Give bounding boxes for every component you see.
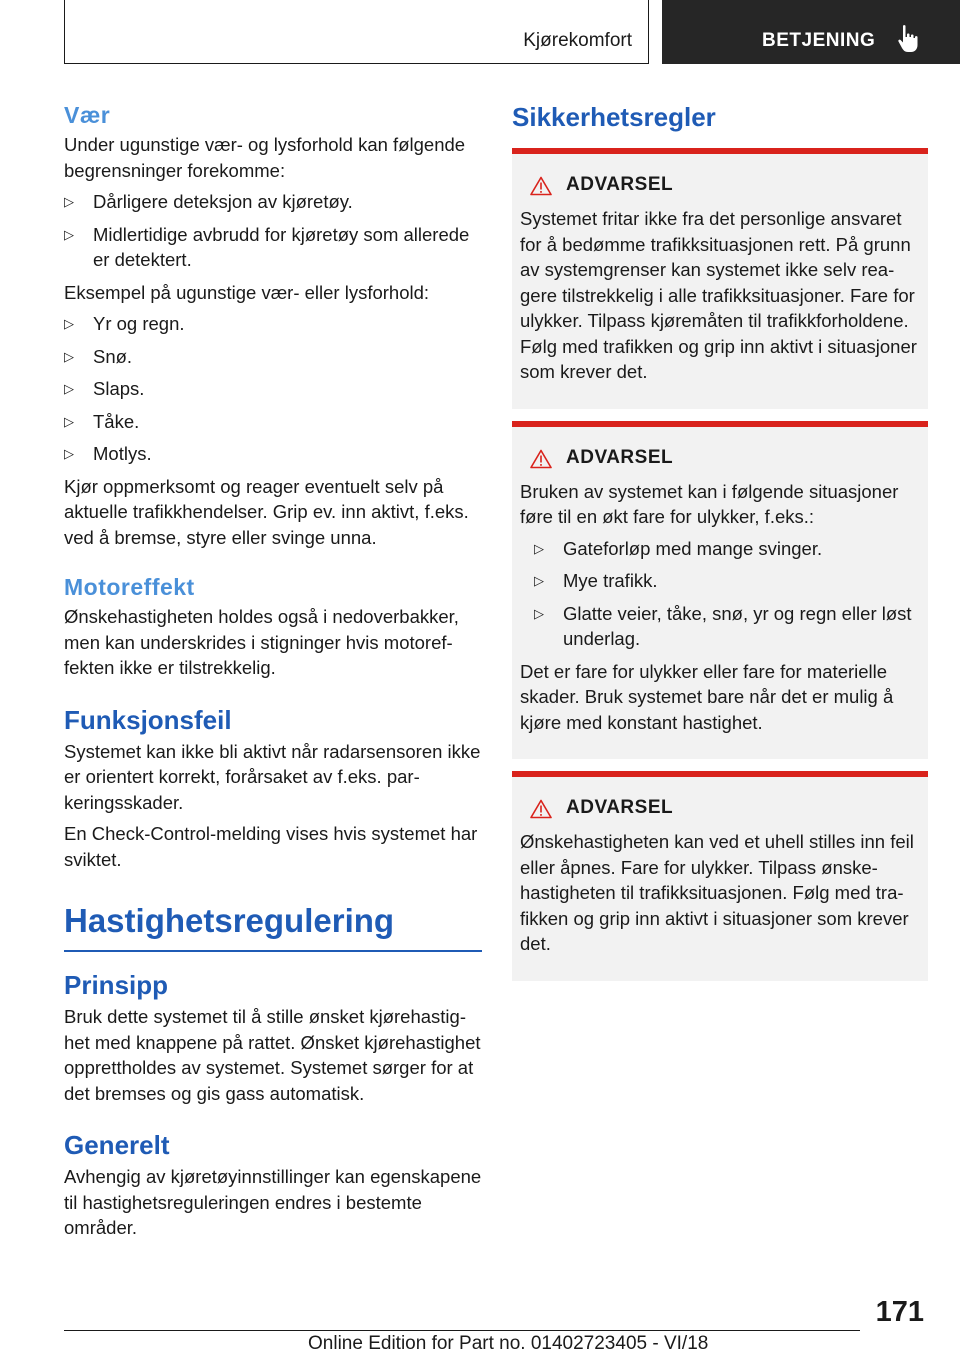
warning-box-2 [512,421,928,760]
funksjonsfeil-text-1: Systemet kan ikke bli aktivt når radarsensoren ikke er orientert korrekt, forårsaket av f.eks. parkeringsskader. [64,740,481,813]
pointing-hand-icon [896,24,922,54]
warning-triangle-icon [530,176,552,196]
prinsipp-text: Bruk dette systemet til å stille ønsket kjørehastighet med knappene på rattet. Ønsket kjørehastighet opprettholdes av systemet. Systemet sørger for at det bremses og gis gass automatisk. [64,1006,481,1104]
warning-triangle-icon [530,799,552,819]
warning-situations-list [534,536,920,652]
footer-edition: Online Edition for Part no. 01402723405 - VI/18 [308,1333,709,1354]
triangle-bullet-icon: ▷ [64,194,74,209]
warning-text: Ønskehastigheten kan ved et uhell stilles inn feil eller åpnes. Fare for ulykker. Tilpass ønskehastigheten til trafikksituasjonen. Følg med trafikken og grip inn aktivt i situasjoner som krever det. [520,831,914,954]
right-column [512,98,928,993]
triangle-bullet-icon: ▷ [534,573,544,588]
list-item: ▷ Mye trafikk. [534,568,920,594]
triangle-bullet-icon: ▷ [64,348,74,364]
vaer-intro: Under ugunstige vær- og lysforhold kan følgende begrensninger forekomme: [64,134,466,181]
heading-motoreffekt: Motoreffekt [64,574,195,600]
triangle-bullet-icon: ▷ [64,446,74,461]
warning-box-3 [512,771,928,981]
funksjonsfeil-text-2: En Check-Control-melding vises hvis systemet har sviktet. [64,823,478,870]
list-item: ▷ Slaps. [64,376,482,402]
warning-text: Systemet fritar ikke fra det personlige ansvaret for å bedømme trafikksituasjonen rett. På grunn av systemgrenser kan systemet ikke selv reagere tilstrekkelig i alle trafikksituasjoner. Fare for ulykker. Tilpass kjøremåten til trafikkforholdene. Følg med trafikken og grip inn aktivt i situasjoner som krever det. [520,208,917,382]
warning-box-1 [512,148,928,409]
list-item: ▷ Gateforløp med mange svinger. [534,536,920,562]
section-tab-label: BETJENING [762,30,876,51]
triangle-bullet-icon: ▷ [64,413,74,429]
warning-header [520,797,920,825]
list-item: ▷ Tåke. [64,409,482,435]
list-item: ▷ Snø. [64,344,482,370]
warning-header [520,174,920,202]
list-item: ▷ Midlertidige avbrudd for kjøretøy som allerede er detektert. [64,223,470,270]
list-item: ▷ Motlys. [64,441,482,467]
list-item: ▷ Glatte veier, tåke, snø, yr og regn eller løst underlag. [534,602,912,649]
triangle-bullet-icon: ▷ [64,226,74,242]
motoreffekt-text: Ønskehastigheten holdes også i nedoverbakker, men kan underskrides i stigninger hvis motoreffekten ikke er tilstrekkelig. [64,606,459,678]
chapter-title: Kjørekomfort [523,30,632,51]
page-number: 171 [875,1296,924,1328]
section-tab [662,0,960,64]
generelt-text: Avhengig av kjøretøyinnstillinger kan egenskapene til hastighetsreguleringen endres i bestemte områder. [64,1166,482,1238]
warning-label: ADVARSEL [566,174,674,195]
list-item: ▷ Dårligere deteksjon av kjøretøy. [64,189,482,215]
footer-divider [64,1330,860,1331]
warning-triangle-icon [530,449,552,469]
warning-header [520,447,920,475]
heading-prinsipp: Prinsipp [64,970,169,1000]
warning-intro: Bruken av systemet kan i følgende situasjoner føre til en økt fare for ulykker, f.eks.: [520,480,899,527]
heading-vaer: Vær [64,102,111,128]
warning-outro: Det er fare for ulykker eller fare for materielle skader. Bruk systemet bare når det er mulig å kjøre med konstant hastighet. [520,660,894,733]
warning-label: ADVARSEL [566,446,674,468]
heading-generelt: Generelt [64,1130,170,1160]
triangle-bullet-icon: ▷ [64,316,74,331]
vaer-outro: Kjør oppmerksomt og reager eventuelt selv på aktuelle trafikkhendelser. Grip ev. inn aktivt, f.eks. ved å bremse, styre eller svinge unna. [64,475,469,548]
triangle-bullet-icon: ▷ [534,540,544,556]
chapter-main-title: Hastighetsregulering [64,898,482,952]
page-header [0,0,960,66]
chapter-header-box [64,0,649,64]
heading-funksjonsfeil: Funksjonsfeil [64,704,232,735]
warning-label: ADVARSEL [566,797,674,818]
vaer-example-intro: Eksempel på ugunstige vær- eller lysforhold: [64,281,430,303]
left-column [64,98,482,1247]
list-item: ▷ Yr og regn. [64,311,482,337]
triangle-bullet-icon: ▷ [64,381,74,396]
vaer-examples-list [64,311,482,467]
vaer-limits-list [64,189,482,273]
heading-sikkerhetsregler: Sikkerhetsregler [512,102,716,132]
triangle-bullet-icon: ▷ [534,605,544,621]
